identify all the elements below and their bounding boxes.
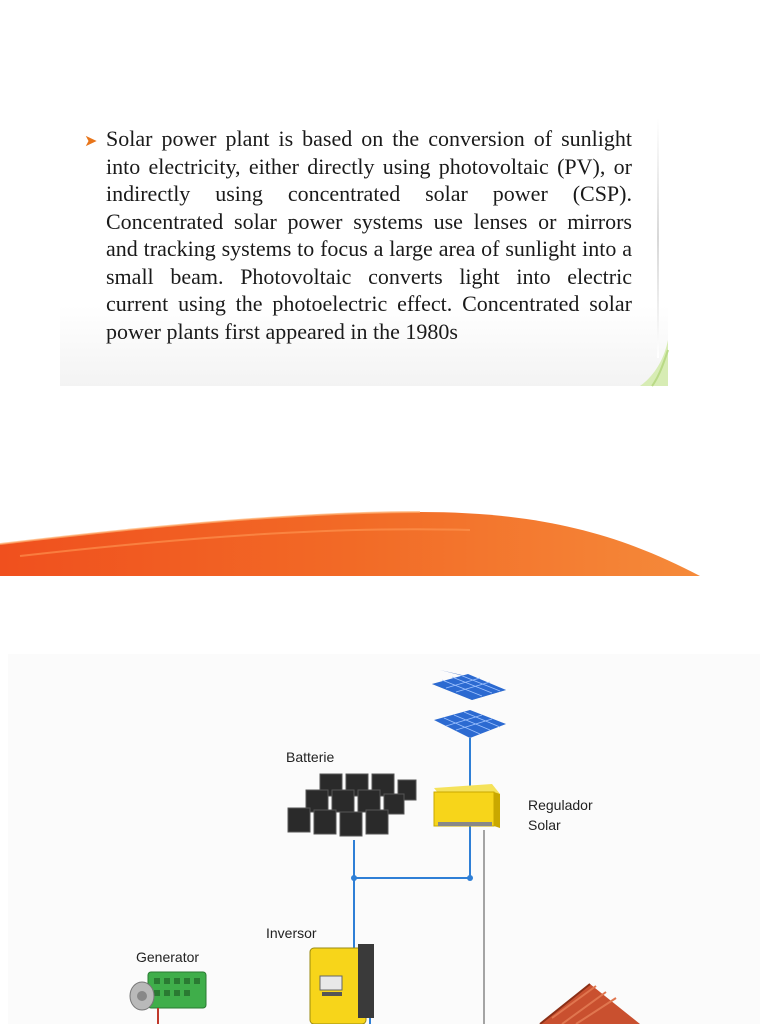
inverter-label: Inversor	[266, 925, 317, 941]
generator-label: Generator	[136, 949, 200, 965]
orange-wave-banner	[0, 496, 768, 576]
divider	[657, 118, 659, 358]
bullet-paragraph: Solar power plant is based on the conversion of sunlight into electricity, either directly using photovoltaic (PV), or indirectly using concentrated solar power (CSP). Concentrated solar power systems use lenses or mirrors and tracking systems to focus a large area of sunlight into a small beam. Photovoltaic converts light into electric current using the photoelectric effect. Concentrated solar power plants first appeared in the 1980s	[106, 126, 632, 344]
battery-label: Batterie	[286, 749, 335, 765]
solar-regulator-icon	[434, 784, 500, 828]
diagram-slide	[0, 640, 768, 1024]
leaf-decoration-icon	[640, 340, 670, 390]
inverter-icon	[310, 944, 374, 1024]
solar-system-diagram	[0, 640, 768, 1024]
regulator-label-line1: Regulador	[528, 797, 593, 813]
arrow-bullet-icon: ➤	[84, 131, 98, 150]
regulator-label-line2: Solar	[528, 817, 561, 833]
